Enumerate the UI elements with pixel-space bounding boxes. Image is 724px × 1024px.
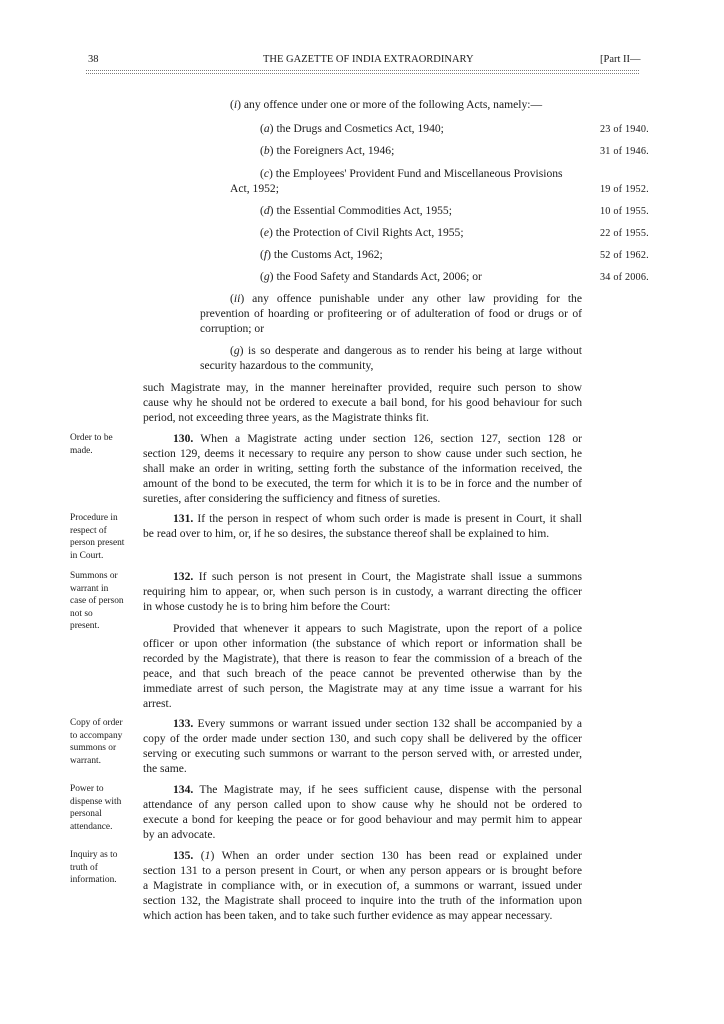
act-ref-g: 34 of 2006. [600, 272, 649, 283]
section-135-line3: a Magistrate in compliance with, or in execution of, a summons or warrant, issued under [143, 879, 582, 892]
section-130-line4: amount of the bond to be executed, the term for which it is to be in force and the number of [143, 477, 582, 490]
text-fragment: Procedure in [70, 513, 118, 523]
act-item-a: (a) the Drugs and Cosmetics Act, 1940; [260, 122, 444, 135]
text-fragment: person present [70, 538, 125, 548]
page-number: 38 [88, 54, 99, 65]
side-note-135 [70, 849, 140, 887]
text-fragment: the Food Safety and Standards Act, 2006; or [273, 270, 482, 283]
section-130-line2: section 129, deems it necessary to require any person to show cause under such section, he [143, 447, 582, 460]
section-133-line1 [173, 716, 582, 732]
text-fragment: the Protection of Civil Rights Act, 1955; [272, 226, 464, 239]
text-fragment: 134. [173, 783, 194, 796]
proviso-line2: officer or upon other information (the substance of which report or information shall be [143, 637, 582, 650]
section-134-line1 [173, 782, 582, 798]
proviso-line4: peace, and that such breach of the peace cannot be prevented otherwise than by the [143, 667, 582, 680]
closing-para-line2: cause why he should not be ordered to execute a bail bond, for his good behaviour for such [143, 396, 582, 409]
section-132-line2: requiring him to appear, or, when such person is in custody, a warrant directing the officer [143, 585, 582, 598]
text-fragment: summons or [70, 743, 117, 753]
text-fragment: 130. [173, 432, 194, 445]
act-ref-d: 10 of 1955. [600, 206, 649, 217]
text-fragment: in Court. [70, 550, 104, 561]
section-132-line3: in whose custody he is to bring him before the Court: [143, 600, 391, 613]
text-fragment: Inquiry as to [70, 850, 118, 860]
text-fragment: to accompany [70, 730, 123, 741]
text-fragment: dispense with [70, 796, 122, 807]
text-fragment: ii [233, 292, 241, 305]
text-fragment: not so [70, 608, 93, 619]
proviso-line1: Provided that whenever it appears to such Magistrate, upon the report of a police [173, 622, 582, 635]
text-fragment: 131. [173, 512, 194, 525]
act-ref-c: 19 of 1952. [600, 184, 649, 195]
text-fragment: made. [70, 445, 93, 456]
text-fragment: Order to be [70, 433, 113, 443]
section-131-line1 [173, 511, 582, 527]
text-fragment: Summons or [70, 571, 118, 581]
text-fragment: case of person [70, 596, 124, 606]
text-fragment: c [263, 167, 270, 180]
text-fragment: personal [70, 809, 102, 819]
text-fragment: the Drugs and Cosmetics Act, 1940; [273, 122, 444, 135]
clause-g-line1: (g) is so desperate and dangerous as to render his being at large without [230, 344, 582, 357]
text-fragment: truth of [70, 862, 98, 873]
text-fragment: g [263, 270, 270, 283]
section-133-line3: serving or executing such summons or warrant to the person served with, or arrested under, [143, 747, 582, 760]
text-fragment: warrant in [70, 583, 109, 594]
closing-para-line3: period, not exceeding three years, as the Magistrate thinks fit. [143, 411, 429, 424]
text-fragment: 1 [204, 849, 211, 862]
act-item-b: (b) the Foreigners Act, 1946; [260, 144, 395, 157]
side-note-133 [70, 717, 140, 767]
section-130-line3: shall make an order in writing, setting forth the substance of the information received, the [143, 462, 582, 475]
text-fragment: a [263, 122, 270, 135]
text-fragment: warrant. [70, 755, 101, 766]
section-133-line4: the same. [143, 762, 187, 775]
proviso-line6: arrest. [143, 697, 172, 710]
section-135-line5: which action has been taken, and to take such further evidence as may appear necessary. [143, 909, 553, 922]
closing-para-line1: such Magistrate may, in the manner hereinafter provided, require such person to show [143, 381, 582, 394]
part-label: [Part II— [600, 54, 641, 65]
text-fragment: When a Magistrate acting under section 126, section 127, section 128 or [193, 432, 582, 445]
side-note-130 [70, 432, 140, 457]
text-fragment: attendance. [70, 821, 113, 832]
act-item-f: (f) the Customs Act, 1962; [260, 248, 383, 261]
text-fragment: f [263, 248, 268, 261]
act-ref-a: 23 of 1940. [600, 124, 649, 135]
text-fragment: The Magistrate may, if he sees sufficient cause, dispense with the personal [193, 783, 582, 796]
section-135-line1: 135. (1) When an order under section 130 has been read or explained under [173, 849, 582, 862]
text-fragment: information. [70, 875, 117, 885]
text-fragment: Power to [70, 784, 104, 794]
clause-g-line2: security hazardous to the community, [200, 359, 374, 372]
text-fragment: Every summons or warrant issued under section 132 shall be accompanied by a [193, 717, 582, 730]
text-fragment: When an order under section 130 has been read or explained under [214, 849, 582, 862]
act-item-g: (g) the Food Safety and Standards Act, 2006; or [260, 270, 482, 283]
text-fragment: If the person in respect of whom such order is made is present in Court, it shall [193, 512, 582, 525]
act-item-c-cont: Act, 1952; [230, 182, 279, 195]
proviso-line3: recorded by the Magistrate), that there is reason to fear the commission of a breach of the [143, 652, 582, 665]
section-134-line2: attendance of any person called upon to show cause why he should not be ordered to [143, 798, 582, 811]
clause-ii-line2: prevention of hoarding or profiteering or of adulteration of food or drugs or of [200, 307, 582, 320]
act-ref-e: 22 of 1955. [600, 228, 649, 239]
section-133-line2: copy of the order made under section 130, and such copy shall be delivered by the officer [143, 732, 582, 745]
section-132-line1 [173, 569, 582, 585]
section-130-line5: sureties, after considering the sufficiency and fitness of sureties. [143, 492, 441, 505]
proviso-line5: immediate arrest of such person, the Magistrate may at any time issue a warrant for his [143, 682, 582, 695]
section-135-line2: section 131 to a person present in Court, or when any person appears or is brought before [143, 864, 582, 877]
text-fragment: g [233, 344, 240, 357]
text-fragment: the Employees' Provident Fund and Miscellaneous Provisions [272, 167, 563, 180]
text-fragment: If such person is not present in Court, the Magistrate shall issue a summons [193, 570, 582, 583]
text-fragment: the Foreigners Act, 1946; [273, 144, 395, 157]
section-131-line2: be read over to him, or, if he so desires, the substance thereof shall be explained to him. [143, 527, 550, 540]
text-fragment: b [263, 144, 270, 157]
text-fragment: i [233, 98, 238, 111]
text-fragment: present. [70, 621, 100, 631]
side-note-134 [70, 783, 140, 833]
side-note-131 [70, 512, 140, 562]
act-ref-b: 31 of 1946. [600, 146, 649, 157]
text-fragment: Copy of order [70, 718, 123, 728]
text-fragment: e [263, 226, 270, 239]
clause-i: (i) any offence under one or more of the following Acts, namely:— [230, 98, 543, 111]
clause-ii-line1: (ii) any offence punishable under any other law providing for the [230, 292, 582, 305]
text-fragment: 133. [173, 717, 194, 730]
gazette-title: THE GAZETTE OF INDIA EXTRAORDINARY [263, 54, 474, 65]
section-130-line1 [173, 431, 582, 447]
text-fragment: d [263, 204, 270, 217]
act-item-d: (d) the Essential Commodities Act, 1955; [260, 204, 452, 217]
text-fragment: is so desperate and dangerous as to render his being at large without [243, 344, 582, 357]
text-fragment: any offence punishable under any other law providing for the [244, 292, 582, 305]
text-fragment: the Essential Commodities Act, 1955; [273, 204, 452, 217]
header-rule-2 [86, 73, 639, 74]
section-134-line3: execute a bond for keeping the peace or for good behaviour and may permit him to appear [143, 813, 582, 826]
text-fragment: 135. [173, 849, 194, 862]
header-rule [86, 70, 639, 71]
act-item-c: (c) the Employees' Provident Fund and Miscellaneous Provisions [260, 167, 563, 180]
act-ref-f: 52 of 1962. [600, 250, 649, 261]
clause-ii-line3: corruption; or [200, 322, 265, 335]
act-item-e: (e) the Protection of Civil Rights Act, 1955; [260, 226, 464, 239]
text-fragment: 132. [173, 570, 194, 583]
section-134-line4: by an advocate. [143, 828, 216, 841]
text-fragment: respect of [70, 525, 107, 536]
text-fragment: any offence under one or more of the following Acts, namely:— [240, 98, 543, 111]
section-135-line4: section 132, the Magistrate shall proceed to inquire into the truth of the information upon [143, 894, 582, 907]
side-note-132 [70, 570, 140, 633]
text-fragment: the Customs Act, 1962; [270, 248, 383, 261]
